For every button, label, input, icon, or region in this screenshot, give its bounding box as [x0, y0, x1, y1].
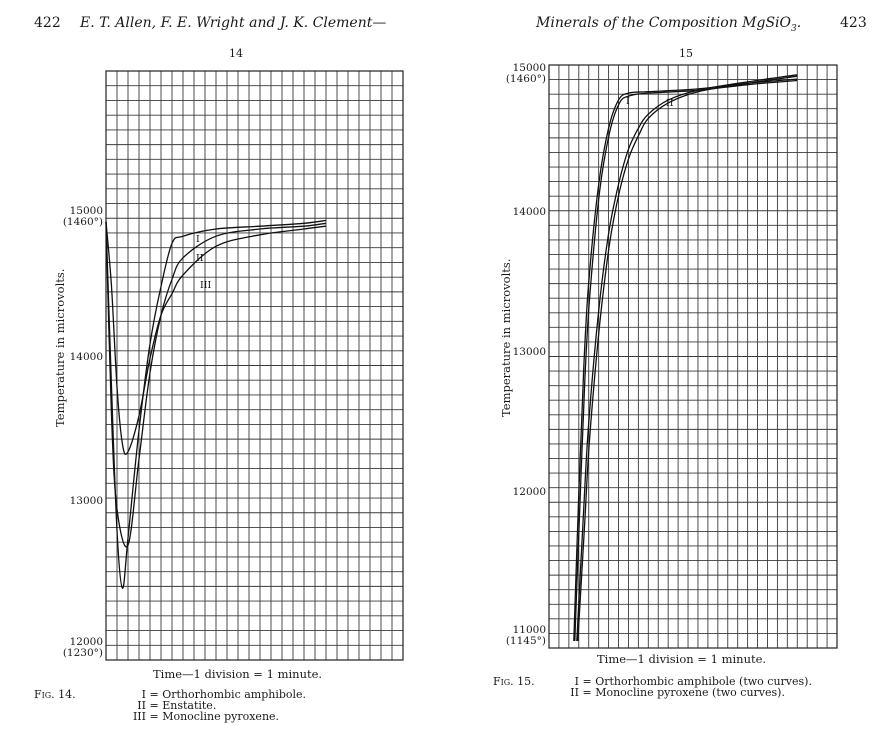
- y-tick-value: 12000: [512, 486, 546, 499]
- fig14-curve-label-II: II: [196, 253, 204, 264]
- caption-label: I: [141, 688, 146, 701]
- y-tick-sub: (1460°): [505, 73, 546, 86]
- y-tick-value: 14000: [69, 351, 103, 364]
- right-running-head-text: Minerals of the Composition MgSiO: [536, 15, 792, 31]
- y-tick-value: 15000: [512, 62, 546, 75]
- right-page-number: 423: [840, 15, 867, 31]
- y-tick-sub: (1145°): [505, 634, 546, 647]
- fig14-curve-label-I: I: [196, 234, 200, 245]
- caption-label: II: [570, 686, 579, 699]
- fig14-label: Fig. 14.: [34, 688, 76, 701]
- fig15-curve-4: [578, 76, 798, 641]
- fig15-curve-3: [577, 75, 798, 641]
- caption-text: = Orthorhombic amphibole (two curves).: [579, 675, 812, 688]
- fig15-curve-label-II: II: [666, 98, 674, 109]
- y-tick-value: 14000: [512, 205, 546, 218]
- fig14-y-axis-label: Temperature in microvolts.: [53, 268, 67, 427]
- fig15-curve-label-I: I: [626, 96, 630, 107]
- y-tick-value: 11000: [512, 623, 546, 636]
- fig15-number: 15: [679, 47, 693, 60]
- caption-text: = Orthorhombic amphibole.: [146, 688, 307, 701]
- caption-label: III: [132, 710, 146, 723]
- y-tick-sub: (1460°): [62, 215, 103, 228]
- caption-text: = Monocline pyroxene.: [146, 710, 280, 723]
- left-page-number: 422: [34, 15, 61, 31]
- caption-text: = Monocline pyroxene (two curves).: [579, 686, 785, 699]
- y-tick-value: 13000: [512, 345, 546, 358]
- fig14-x-axis-label: Time—1 division = 1 minute.: [153, 667, 323, 681]
- fig15-curve-1: [574, 79, 798, 641]
- caption-label: II: [137, 699, 146, 712]
- y-tick-value: 15000: [69, 204, 103, 217]
- fig14-number: 14: [229, 47, 243, 60]
- fig15-y-axis-label: Temperature in microvolts.: [499, 258, 513, 417]
- fig14-curve-label-III: III: [200, 280, 212, 291]
- caption-line: [565, 686, 785, 699]
- right-running-head: Minerals of the Composition MgSiO$_3$.: [536, 15, 802, 34]
- fig15-grid: [549, 65, 837, 648]
- y-tick-value: 12000: [69, 635, 103, 648]
- fig15-x-axis-label: Time—1 division = 1 minute.: [597, 652, 767, 666]
- caption-label: I: [574, 675, 579, 688]
- right-running-head-subscript: 3: [791, 23, 797, 34]
- y-tick-value: 13000: [69, 494, 103, 507]
- left-running-head: E. T. Allen, F. E. Wright and J. K. Clement—: [80, 15, 387, 31]
- fig15-label: Fig. 15.: [493, 675, 535, 688]
- caption-text: = Enstatite.: [146, 699, 217, 712]
- y-tick-sub: (1230°): [62, 646, 103, 659]
